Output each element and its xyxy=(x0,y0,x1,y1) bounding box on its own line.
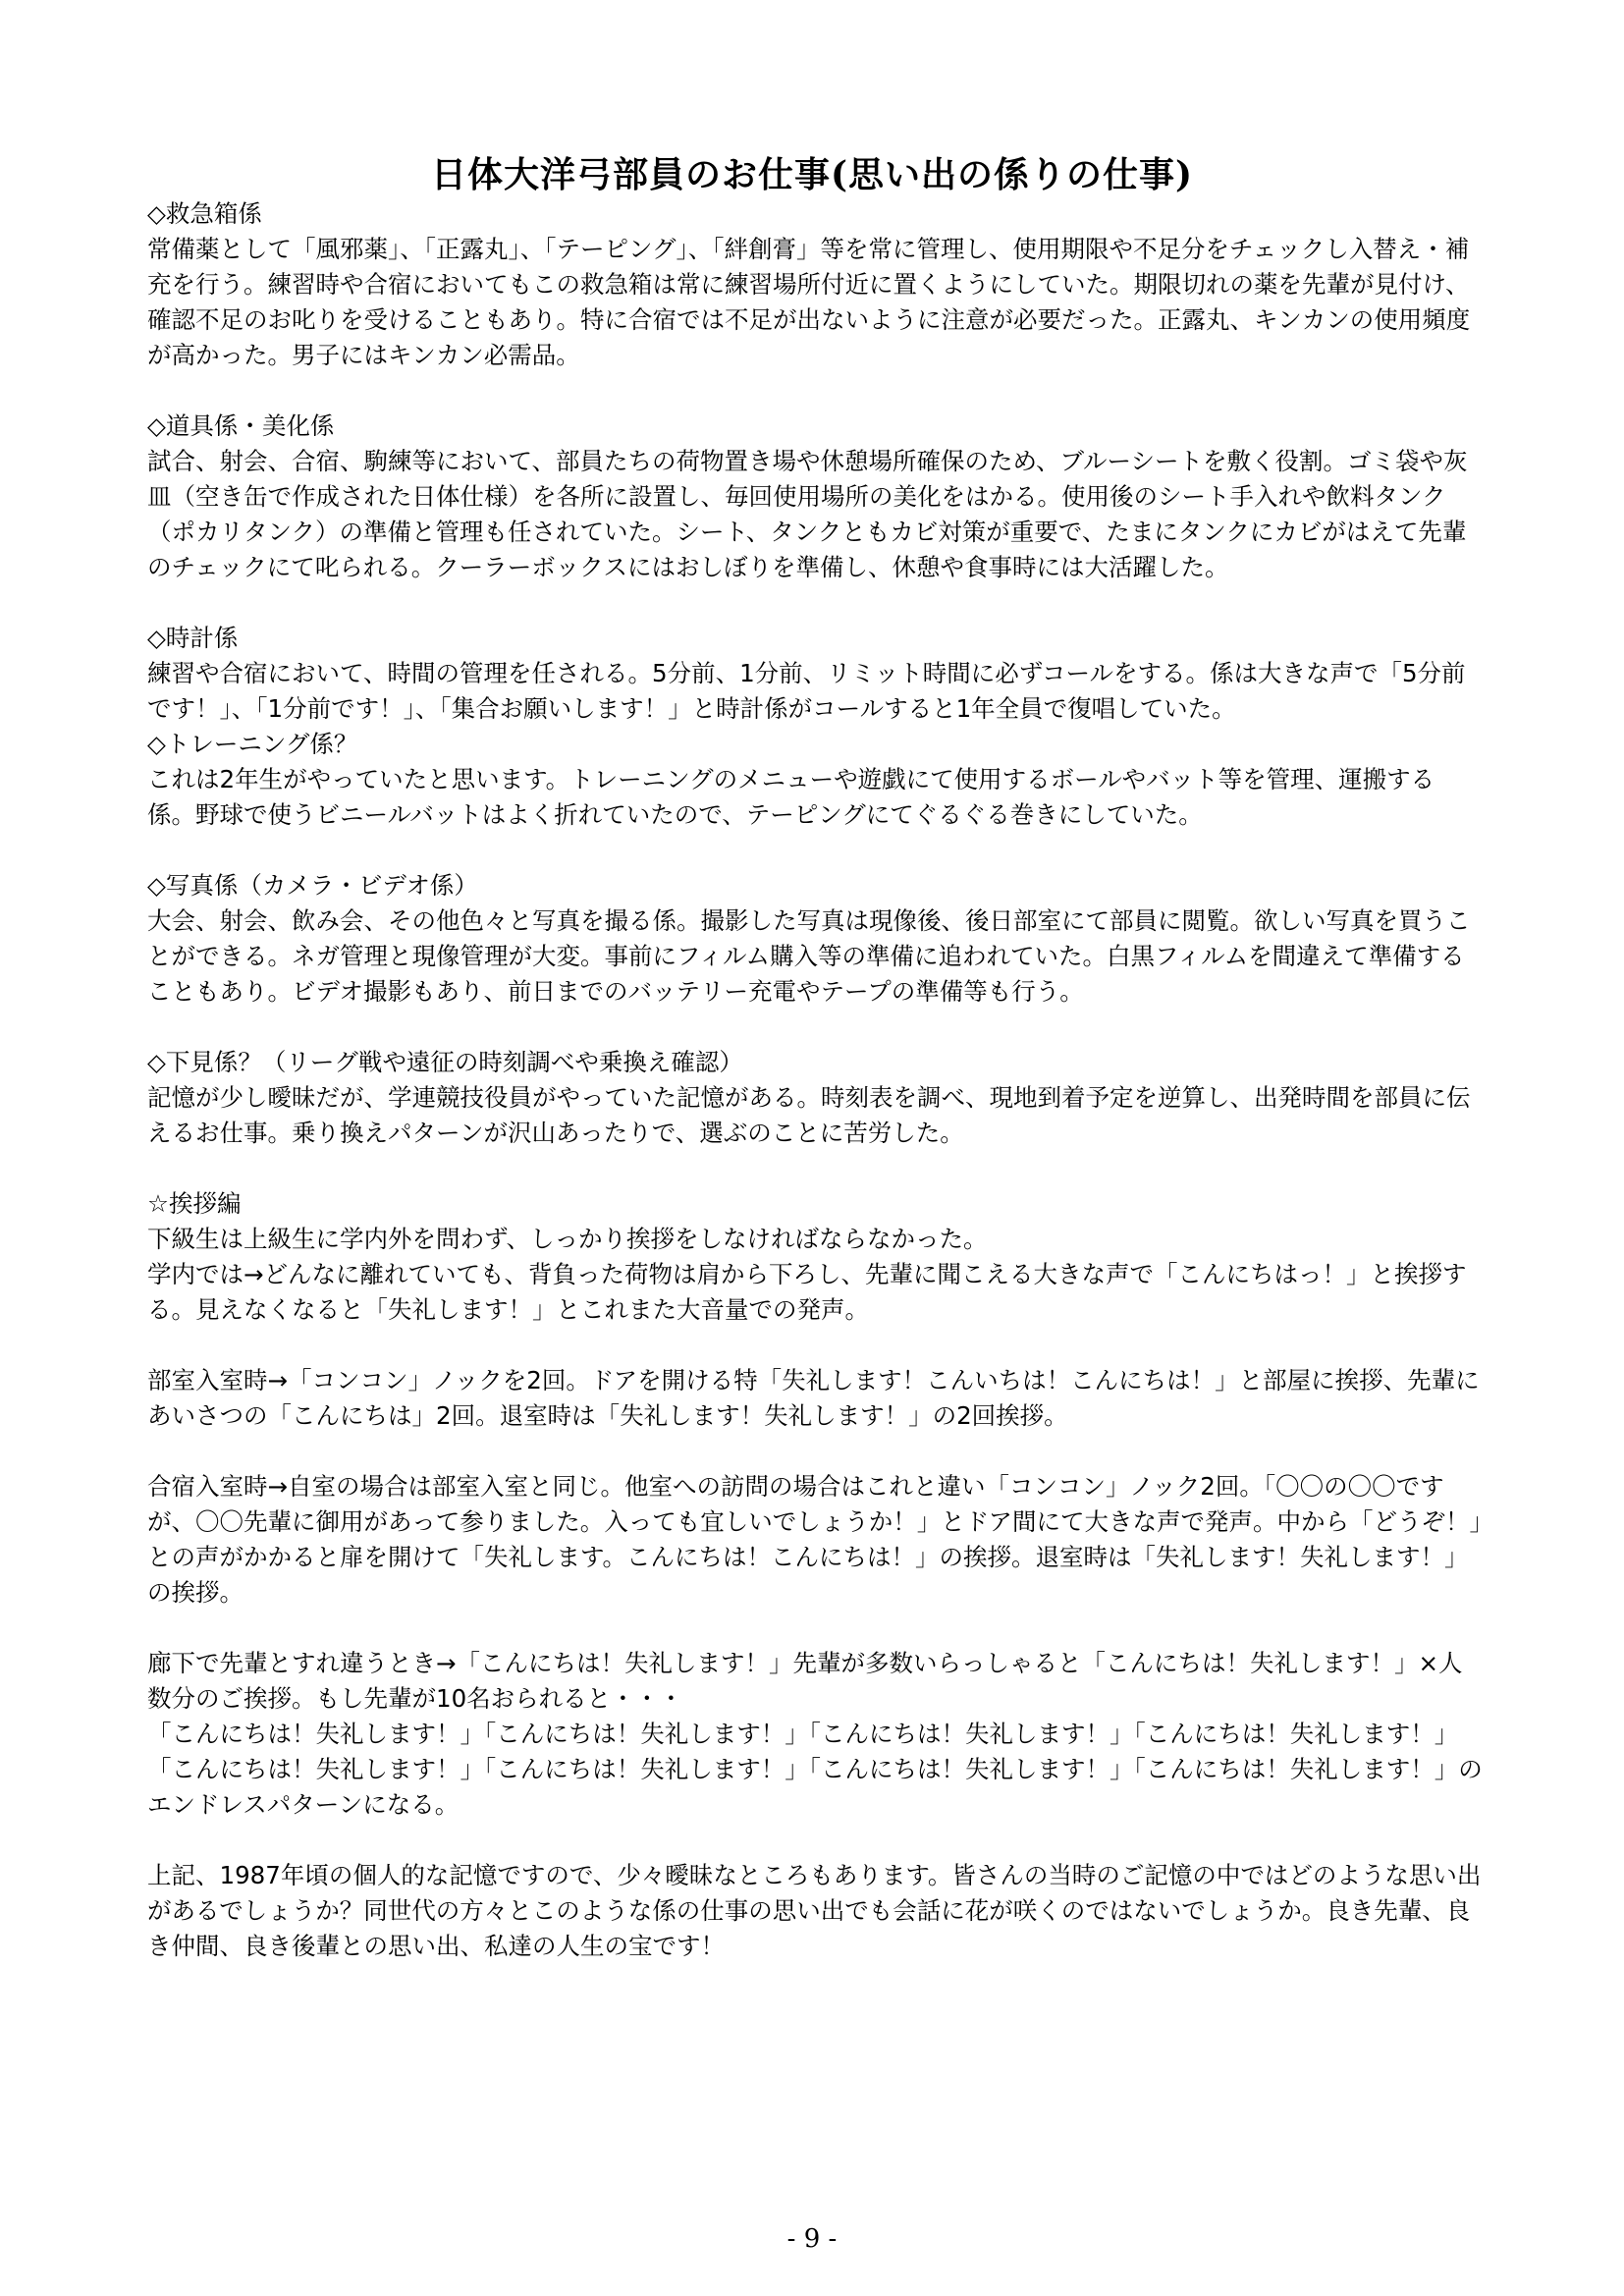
section-heading: ◇救急箱係 xyxy=(147,199,262,228)
section-body: 常備薬として「風邪薬」、「正露丸」、「テーピング」、「絆創膏」等を常に管理し、使用期限や不足分をチェックし入替え・補充を行う。練習時や合宿においてもこの救急箱は常に練習場所付近に置くようにしていた。期限切れの薬を先輩が見付け、確認不足のお叱りを受けることもあり。特に合宿では不足が出ないように注意が必要だった。正露丸、キンカンの使用頻度が高かった。男子にはキンカン必需品。 xyxy=(147,235,1471,369)
section-body: 練習や合宿において、時間の管理を任される。5分前、1分前、リミット時間に必ずコールをする。係は大きな声で「5分前です！」、「1分前です！」、「集合お願いします！」と時計係がコールすると1年全員で復唱していた。 xyxy=(147,659,1466,723)
section-scouting xyxy=(147,1045,1483,1151)
section-body: これは2年生がやっていたと思います。トレーニングのメニューや遊戯にて使用するボールやバット等を管理、運搬する係。野球で使うビニールバットはよく折れていたので、テーピングにてぐるぐる巻きにしていた。 xyxy=(147,765,1435,829)
section-body: 試合、射会、合宿、駒練等において、部員たちの荷物置き場や休憩場所確保のため、ブルーシートを敷く役割。ゴミ袋や灰皿（空き缶で作成された日体仕様）を各所に設置し、毎回使用場所の美化をはかる。使用後のシート手入れや飲料タンク（ポカリタンク）の準備と管理も任されていた。シート、タンクともカビ対策が重要で、たまにタンクにカビがはえて先輩のチェックにて叱られる。クーラーボックスにはおしぼりを準備し、休憩や食事時には大活躍した。 xyxy=(147,447,1468,581)
section-timekeeper xyxy=(147,621,1483,727)
document-body xyxy=(147,196,1483,1964)
section-body: 下級生は上級生に学内外を問わず、しっかり挨拶をしなければならなかった。 学内では→どんなに離れていても、背負った荷物は肩から下ろし、先輩に聞こえる大きな声で「こんにちはっ！」と挨拶する。見えなくなると「失礼します！」とこれまた大音量での発声。 xyxy=(147,1225,1467,1324)
section-heading: ◇写真係（カメラ・ビデオ係） xyxy=(147,871,478,900)
section-photo xyxy=(147,868,1483,1010)
section-body: 記憶が少し曖昧だが、学連競技役員がやっていた記憶がある。時刻表を調べ、現地到着予定を逆算し、出発時間を部員に伝えるお仕事。乗り換えパターンが沢山あったりで、選ぶのことに苦労した。 xyxy=(147,1083,1471,1147)
section-greetings xyxy=(147,1186,1483,1328)
section-equipment xyxy=(147,409,1483,585)
paragraph-hallway xyxy=(147,1646,1483,1823)
page-number: - 9 - xyxy=(786,2224,838,2254)
section-heading: ◇下見係？（リーグ戦や遠征の時刻調べや乗換え確認） xyxy=(147,1048,743,1076)
section-body: 廊下で先輩とすれ違うとき→「こんにちは！失礼します！」先輩が多数いらっしゃると「こんにちは！失礼します！」×人数分のご挨拶。もし先輩が10名おられると・・・ 「こんにちは！失礼します！」「こんにちは！失礼します！」「こんにちは！失礼します！」「こんにちは！失礼します！」「こんにちは！失礼します！」「こんにちは！失礼します！」「こんにちは！失礼します！」「こんにちは！失礼します！」のエンドレスパターンになる。 xyxy=(147,1649,1483,1819)
section-body: 大会、射会、飲み会、その他色々と写真を撮る係。撮影した写真は現像後、後日部室にて部員に閲覧。欲しい写真を買うことができる。ネガ管理と現像管理が大変。事前にフィルム購入等の準備に追われていた。白黒フィルムを間違えて準備することもあり。ビデオ撮影もあり、前日までのバッテリー充電やテープの準備等も行う。 xyxy=(147,906,1471,1006)
paragraph-clubroom-entry xyxy=(147,1363,1483,1434)
section-first-aid xyxy=(147,196,1483,373)
section-heading: ◇トレーニング係？ xyxy=(147,730,358,758)
paragraph-closing xyxy=(147,1858,1483,1964)
section-heading: ☆挨拶編 xyxy=(147,1189,242,1218)
section-training xyxy=(147,727,1483,833)
page-title: 日体大洋弓部員のお仕事(思い出の係りの仕事) xyxy=(430,154,1194,196)
paragraph-camp-entry xyxy=(147,1469,1483,1611)
section-body: 合宿入室時→自室の場合は部室入室と同じ。他室への訪問の場合はこれと違い「コンコン」ノック2回。「〇〇の〇〇ですが、〇〇先輩に御用があって参りました。入っても宜しいでしょうか！」とドア間にて大きな声で発声。中から「どうぞ！」との声がかかると扉を開けて「失礼します。こんにちは！こんにちは！」の挨拶。退室時は「失礼します！失礼します！」の挨拶。 xyxy=(147,1472,1482,1607)
section-heading: ◇道具係・美化係 xyxy=(147,411,335,440)
section-heading: ◇時計係 xyxy=(147,624,239,652)
section-body: 上記、1987年頃の個人的な記憶ですので、少々曖昧なところもあります。皆さんの当時のご記憶の中ではどのような思い出があるでしょうか？同世代の方々とこのような係の仕事の思い出でも会話に花が咲くのではないでしょうか。良き先輩、良き仲間、良き後輩との思い出、私達の人生の宝です！ xyxy=(147,1861,1482,1960)
section-body: 部室入室時→「コンコン」ノックを2回。ドアを開ける特「失礼します！こんいちは！こんにちは！」と部屋に挨拶、先輩にあいさつの「こんにちは」2回。退室時は「失礼します！失礼します！」の2回挨拶。 xyxy=(147,1366,1480,1430)
